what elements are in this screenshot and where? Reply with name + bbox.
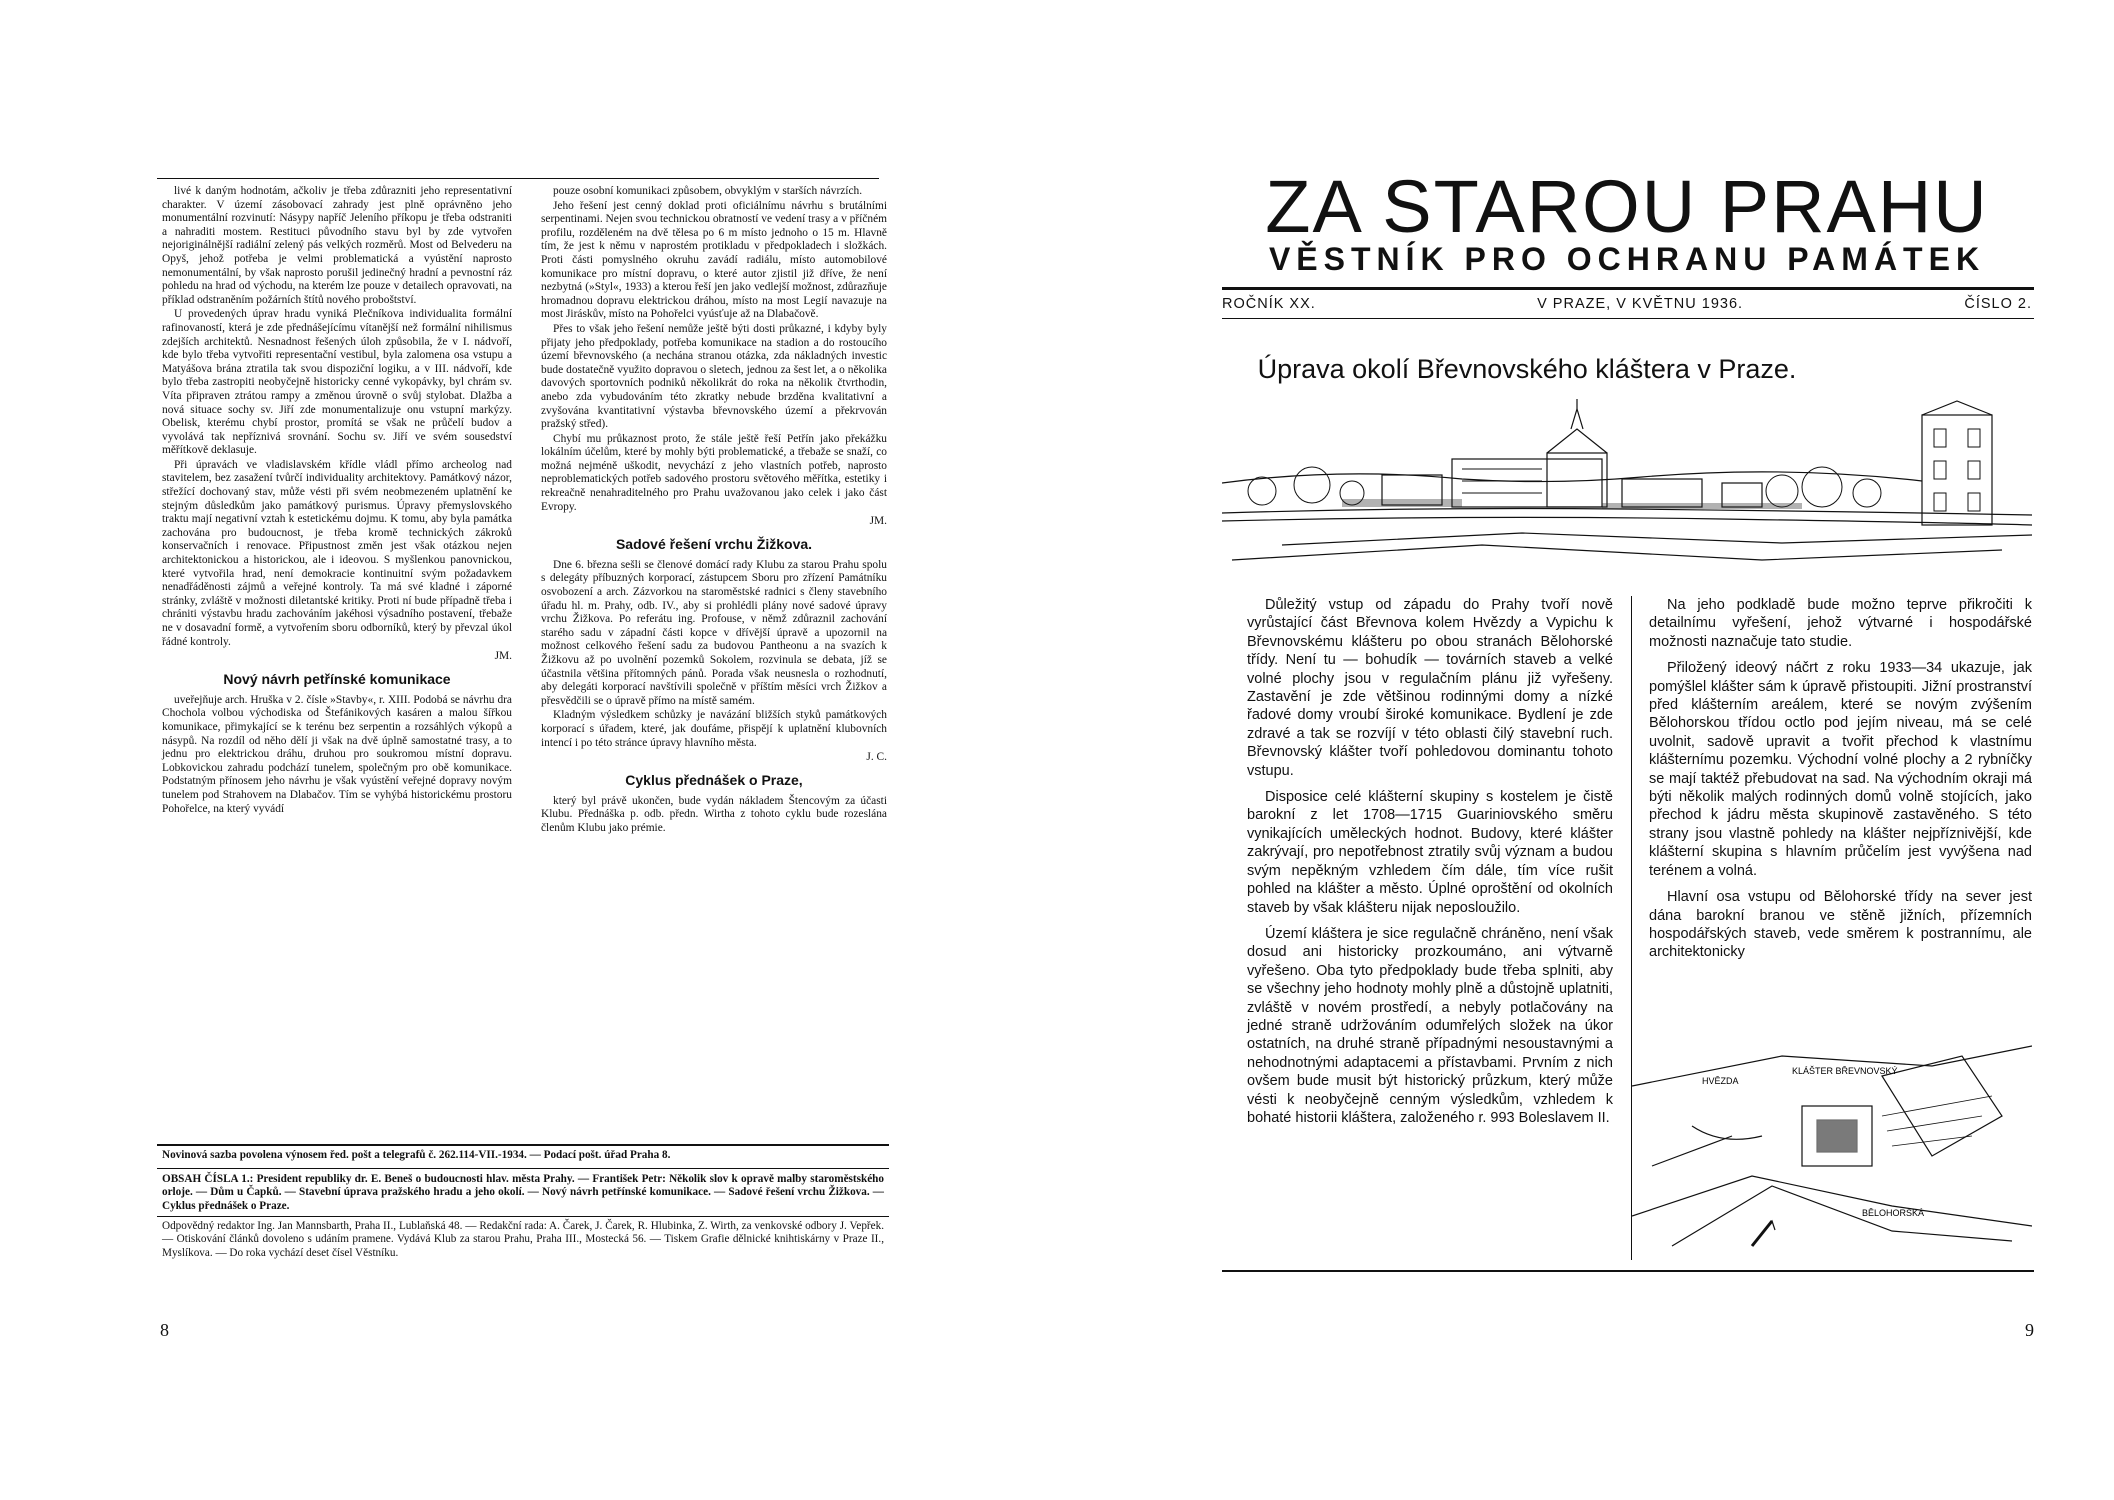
masthead-subtitle: VĚSTNÍK PRO OCHRANU PAMÁTEK	[1268, 241, 1986, 277]
article-novy-navrh	[162, 694, 512, 816]
left-column-2	[541, 185, 887, 837]
map-label: HVĚZDA	[1702, 1076, 1739, 1086]
page-number: 8	[160, 1320, 169, 1340]
footer-rule	[157, 1168, 889, 1169]
paragraph: Chybí mu průkaznost proto, že stále ještě řeší Petřín jako překážku lokálním účelům, které by mohly býti problematické, a třebaže se snaží, co možná nejméně uškodit, nevychází z jeho vlastních potřeb, naprosto neproblematických potřeb sadového prostoru světového měřítka, estetiky i rekreačně nenahraditelného pro Prahu uvažovanou jako celek i jako část Evropy.	[541, 432, 887, 513]
paragraph: Při úpravách ve vladislavském křídle vládl přímo archeolog nad stavitelem, bez zasažení tvůrčí individuality architektovy. Památkový názor, střežící dochovaný stav, může vésti při svém neobmezeném uplatnění ke stejným důsledkům jako památkový purismus. Úpravy přemyslovského traktu mají negativní vztah k estetickému dojmu. K tomu, aby byla památka zachována pro budoucnost, je třeba kromě technických zákroků konservačních i renovace. Připustnost změn jest však otázkou nejen architektonickou a historickou, ale i ideovou. S myšlenkou panovnickou, které vytvořila hrad, není demokracie kontinuitní svým požadavkem nenadřáděnosti zájmů a veřejné kontroly. Ta má své kladné i záporné stránky, zvláště v možnosti diletantské kritiky. Proti ní bude případně třeba i chrániti výstavbu hradu zachováním jakéhosi výsadního postavení, třebaže ne v dosavadní formě, a vytvořením sboru odborníků, který by převzal úkol řádné kontroly.	[162, 458, 512, 648]
right-column-2	[1649, 596, 2032, 970]
paragraph: Disposice celé klášterní skupiny s kostelem je čistě barokní z let 1708—1715 Guariniovského směru vynikajících uměleckých hodnot. Budovy, které klášter zakrývají, pro nepotřebnost ztratily svůj význam a budou svým nepěkným vzhledem čím dále, tím více rušit pohled na klášter a město. Úplné oproštění od okolních staveb by však klášteru nijak neposloužilo.	[1247, 789, 1613, 916]
paragraph: Důležitý vstup od západu do Prahy tvoří nově vyrůstající část Břevnova kolem Hvězdy a Vypichu k Břevnovskému klášteru po obou stranách Bělohorské třídy. Není tu — bohudík — továrních staveb a velké volné plochy jsou v regulačním plánu již vyřešeny. Zastavění je zde většinou rodinnými domy a nízké řadové domy vroubí široké komunikace. Bydlení je zde zdravé a tak se rozvíjí v této oblasti čilý stavební ruch. Břevnovský klášter tvoří pohledovou dominantu tohoto vstupu.	[1247, 597, 1613, 779]
article-title: Úprava okolí Břevnovského kláštera v Praze.	[1257, 354, 1797, 384]
postal-notice: Novinová sazba povolena výnosem řed. pošt a telegrafů č. 262.114-VII.-1934. — Podací pošt. úřad Praha 8.	[162, 1149, 671, 1161]
footer-redaktor	[162, 1220, 884, 1260]
paragraph: Dne 6. března sešli se členové domácí rady Klubu za starou Prahu spolu s delegáty příbuzných korporací, zástupcem Sboru pro zřízení Památníku osvobození a arch. Zázvorkou na staroměstské radnici s členy stavebního úřadu hl. m. Prahy, odb. IV., aby si prohlédli plány nové sadové úpravy vrchu Žižkova. Po referátu ing. Profouse, v němž zdůraznil zachování starého sadu v západní části kopce v dřívější úpravě a upozornil na možnost celkového řešení sadu za budovou Pantheonu a na svazích k Žižkovu až po uvolnění pozemků Sokolem, rozvinula se debata, jíž se účastnila většina přítomných pánů. Porada však neusnesla o rozhodnutí, aby delegáti korporací navštívili společně v příštím měsíci vrch Žižkov a přesvědčili se o úpravě přímo na místě samém.	[541, 558, 887, 707]
footer-rule	[157, 1216, 889, 1217]
masthead-title: ZA STAROU PRAHU	[1265, 165, 1989, 248]
issue-info-bar	[1222, 296, 2032, 312]
paragraph: Přiložený ideový náčrt z roku 1933—34 ukazuje, jak pomýšlel klášter sám k úpravě přistoupiti. Jižní prostranství před klášterním areálem, které se novým zvýšením Bělohorskou třídou octlo pod jejím niveau, má se celé uvolnit, sadově upravit a tvořit přechod k vlastnímu klášternímu pozemku. Východní volné plochy a 2 rybníčky se mají taktéž přebudovat na sad. Na východním okraji má býti několik malých rodinných domů volně stojících, jako přechod k jádru města skupinově zastavěného. S této strany jsou vlastně pohledy na klášter nejpříznivější, kde klášterní skupina s hlavním průčelím jest vyvýšena nad terénem a volná.	[1649, 660, 2032, 879]
article-hrad-continued	[162, 185, 512, 649]
signature: J. C.	[866, 751, 887, 764]
paragraph: livé k daným hodnotám, ačkoliv je třeba zdůrazniti jeho representativní charakter. V území zásobovací zahrady jest plně oprávněno jeho monumentální rozvinutí: Násypy napříč Jeleního příkopu je třeba odstraniti a nahraditi mostem. Restituci původního stavu byl by zde vytvořen nejoriginálnější radiální zelený pás velkých rozměrů. Most od Belvederu na Opyš, jehož potřeba je velmi problematická a vyústění naprosto nemonumentální, by však naprosto porušil jedinečný hradní a pevnostní ráz pohledu na hrad od východu, na kterém lze pouze v detailech opravovati, na příklad odstraněním požárních štítů nového proboštství.	[162, 185, 512, 306]
right-page	[1057, 0, 2114, 1500]
publisher-info: Odpovědný redaktor Ing. Jan Mannsbarth, Praha II., Lublaňská 48. — Redakční rada: A. Čarek, J. Čarek, R. Hlubinka, Z. Wirth, za venkovské odbory J. Vepřek. — Otiskování článků dovoleno s udáním pramene. Vydává Klub za starou Prahu, Praha III., Mostecká 56. — Tiskem Grafie dělnické knihtiskárny v Praze II., Myslíkova. — Do roka vychází deset čísel Věstníku.	[162, 1220, 884, 1259]
signature: JM.	[494, 650, 512, 663]
paragraph: uveřejňuje arch. Hruška v 2. čísle »Stavby«, r. XIII. Podobá se návrhu dra Chochola volbou východiska od Štefánikových kasáren a malou šířkou komunikace, přimykající se k terénu bez serpentin a rozsáhlých výkopů a násypů. Na rozdíl od něho dělí ji však na dvě úplně samostatné trasy, a to jednu pro elektrickou dráhu, druhou pro soukromou místní dopravu. Lobkovickou zahradu podchází tunelem, společným pro obě komunikace. Podstatným přínosem jeho návrhu je však vyústění veřejné dopravy novým tunelem pod Strahovem na Dlabačov. Tím se vyhýbá historickému prostoru Pohořelce, na který vyvádí	[162, 693, 512, 815]
paragraph: U provedených úprav hradu vyniká Plečníkova individualita formální rafinovaností, která je zde přednášejícímu vítanější než formální nihilismus zdejších architektů. Nesnadnost řešených úloh způsobila, že v I. nádvoří, kde bylo třeba vytvořiti representační vestibul, byla zalomena osa vstupu a Matyášova brána ztratila tak svou dispoziční logiku, a v III. nádvoří, kde bylo třeba zastropiti neobyčejně historicky cenné vykopávky, byl chrám sv. Víta připraven ztrátou rampy a změnou úrovně o svůj stylobat. Dlažba a nová situace sochy sv. Jiří zde monumentalizuje onu vstupní markýzy. Obelisk, kterému chybí prostor, promítá se však ne průčelí budov a vyvolává tak nepříznivá srovnání. Sochu sv. Jiří ve svém sousedství měřítkově deklasuje.	[162, 308, 512, 457]
map-label: KLÁŠTER BŘEVNOVSKÝ	[1792, 1066, 1898, 1076]
issue-date: V PRAZE, V KVĚTNU 1936.	[1537, 296, 1744, 312]
left-column-1	[162, 185, 512, 817]
article-brevnov	[1247, 596, 1613, 1127]
paragraph: Na jeho podkladě bude možno teprve přikročiti k detailnímu vyřešení, jehož výtvarné i hospodářské možnosti naznačuje tato studie.	[1649, 597, 2032, 650]
paragraph: pouze osobní komunikaci způsobem, obvyklým v starších návrzích.	[553, 185, 863, 197]
table-of-contents: OBSAH ČÍSLA 1.: President republiky dr. E. Beneš o budoucnosti hlav. města Prahy. — František Petr: Několik slov k opravě malby staroměstského orloje. — Dům u Čapků. — Stavební úprava pražského hradu a jeho okolí. — Nový návrh petřínské komunikace. — Sadové řešení vrchu Žižkova. — Cyklus přednášek o Praze.	[162, 1173, 884, 1212]
article-brevnov-continued	[1649, 596, 2032, 962]
signature: JM.	[869, 515, 887, 528]
footer-obsah	[162, 1173, 884, 1213]
article-sadove	[541, 559, 887, 750]
heading-sadove: Sadové řešení vrchu Žižkova.	[615, 535, 813, 552]
bottom-rule	[1222, 1270, 2034, 1272]
article-novy-navrh-continued	[541, 185, 887, 514]
heading-cyklus: Cyklus přednášek o Praze,	[625, 771, 803, 788]
volume: ROČNÍK XX.	[1222, 296, 1316, 312]
paragraph: Přes to však jeho řešení nemůže ještě býti dosti průkazné, i kdyby byly přijaty jeho předpoklady, potřeba komunikace na stadion a do rostoucího území břevnovského (a nechána stranou otázka, zda nákladných investic bude dostatečně využito dopravou o sletech, jednou za šest let, a o několika davových sportovních podniků několikrát do roka na několik čtvrthodin, anebo zda vybudováním této zkratky nebude brzděna kvalitativní a zvyšována kvantitativní výstavba břevnovského území a překrvován pražský střed).	[541, 322, 887, 431]
footer-rule	[157, 1144, 889, 1146]
monastery-illustration	[1222, 395, 2032, 573]
article-cyklus	[541, 795, 887, 836]
paragraph: Hlavní osa vstupu od Bělohorské třídy na sever jest dána barokní branou ve stěně jižních, přízemních hospodářských staveb, vede směrem k postrannímu, ale architektonicky	[1649, 889, 2032, 961]
paragraph: který byl právě ukončen, bude vydán nákladem Štencovým za účasti Klubu. Přednáška p. odb. předn. Wirtha z tohoto cyklu bude rozeslána členům Klubu jako prémie.	[541, 794, 887, 834]
map-label: BĚLOHORSKÁ	[1862, 1208, 1925, 1218]
info-rule	[1222, 318, 2034, 319]
page-number: 9	[2025, 1320, 2034, 1340]
masthead-rule	[1222, 287, 2034, 290]
footer-novinova	[162, 1149, 884, 1162]
heading-novy-navrh: Nový návrh petřínské komunikace	[223, 670, 451, 687]
site-plan-map	[1632, 1016, 2032, 1256]
right-column-1	[1247, 596, 1613, 1135]
issue-number: ČÍSLO 2.	[1964, 296, 2032, 312]
paragraph: Území kláštera je sice regulačně chráněno, není však dosud ani historicky prozkoumáno, ani výtvarně vyřešeno. Oba tyto předpoklady bude třeba splniti, aby se všechny jeho hodnoty mohly plně a důstojně uplatniti, zvláště v novém prostředí, a nebyly potlačovány na jedné straně udržováním odumřelých složek na úkor ostatních, na druhé straně případnými nesoustavnými a nehodnotnými adaptacemi a přístavbami. Prvním z nich ovšem bude musit být historický průzkum, který může vésti k neobyčejně cenným výsledkům, vzhledem k bohaté historii kláštera, založeného r. 993 Boleslavem II.	[1247, 925, 1613, 1126]
top-rule	[157, 178, 879, 179]
paragraph: Jeho řešení jest cenný doklad proti oficiálnímu návrhu s brutálními serpentinami. Nejen svou technickou obratností ve vedení trasy a v příčném profilu, rozděleném na dvě tělesa po 6 m místo jednoho o 15 m. Hlavně tím, že jest k němu v naprostém protikladu v předpokladech i složkách. Proti části pomyslného okruhu zavádí radiálu, místo automobilové komunikace pro místní dopravu, o které autor zjistil již dříve, že není nezbytná (»Styl«, 1933) a kterou řeší jen jako vedlejší možnost, zdůrazňuje hromadnou dopravu elektrickou dráhou, místo na most Legií navazuje na most Jiráskův, místo na Pohořelci vyúsťuje až na Dlabačově.	[541, 199, 887, 321]
paragraph: Kladným výsledkem schůzky je navázání bližších styků památkových korporací s úřadem, které, jak doufáme, přispějí k uplatnění klubovních intencí i po této stránce úpravy hlavního města.	[541, 709, 887, 749]
